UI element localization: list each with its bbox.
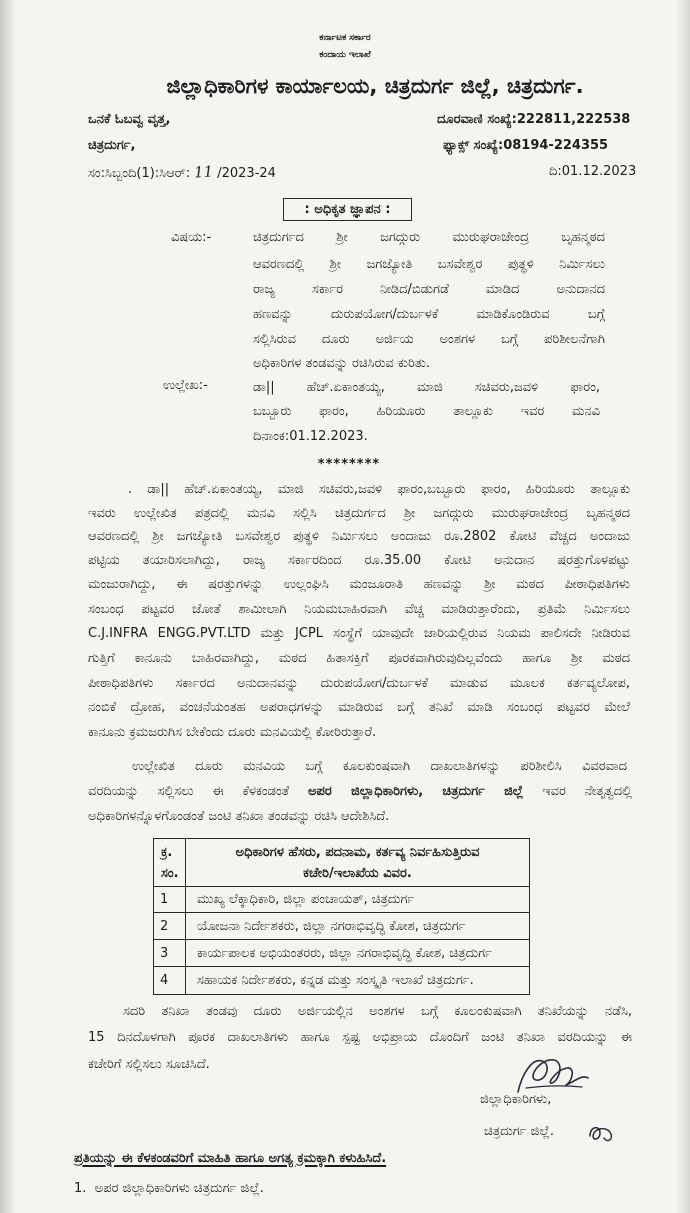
table-row xyxy=(154,967,530,995)
header-text: ಅಧಿಕಾರಿಗಳ ಹೆಸರು, ಪದನಾಮ, ಕರ್ತವ್ಯ ನಿರ್ವಹಿಸುತ್ತಿರುವ xyxy=(235,844,480,860)
scan-edge-right xyxy=(676,0,690,1213)
body-line: . ಡಾ|| ಹೆಚ್.ಏಕಾಂತಯ್ಯ, ಮಾಜಿ ಸಚಿವರು,ಜವಳಿ ಫಾರಂ,ಬಬ್ಬೂರು ಫಾರಂ, ಹಿರಿಯೂರು ತಾಲ್ಲೂಕು xyxy=(128,482,630,497)
body-line: ಇವರು ಉಲ್ಲೇಖಿತ ಪತ್ರದಲ್ಲಿ ಮನವಿ ಸಲ್ಲಿಸಿ ಚಿತ್ರದುರ್ಗದ ಶ್ರೀ ಜಗದ್ಗುರು ಮುರುಘರಾಜೇಂದ್ರ ಬೃಹನ್ಮಠದ xyxy=(88,506,630,521)
copy-to-recipient: ಅಪರ ಜಿಲ್ಲಾಧಿಕಾರಿಗಳು ಚಿತ್ರದುರ್ಗ ಜಿಲ್ಲೆ. xyxy=(94,1181,264,1196)
citation-label: ಉಲ್ಲೇಖ:- xyxy=(163,378,208,393)
body-line: ಸಂಬಂಧ ಪಟ್ಟವರ ಜೋತೆ ಶಾಮೀಲಾಗಿ ನಿಯಮಬಾಹಿರವಾಗಿ ವೆಚ್ಚ ಮಾಡಿರುತ್ತಾರೆಂದು, ಪ್ರತಿಮೆ ನಿರ್ಮಿಸಲು xyxy=(88,602,630,617)
handwritten-number: 11 xyxy=(193,162,214,182)
header-text: ಕ್ರ. xyxy=(161,844,173,860)
serial-number: 3 xyxy=(154,940,186,967)
subject-line: ಸಲ್ಲಿಸಿರುವ ದೂರು ಅರ್ಜಿಯ ಅಂಶಗಳ ಬಗ್ಗೆ ಪರಿಶೀಲನೆಗಾಗಿ xyxy=(253,332,605,347)
reference-suffix: /2023-24 xyxy=(217,166,276,181)
officer-details: ಯೋಜನಾ ನಿರ್ದೇಶಕರು, ಜಿಲ್ಲಾ ನಗರಾಭಿವೃದ್ಧಿ ಕೋಶ, ಚಿತ್ರದುರ್ಗ xyxy=(186,913,530,940)
address-line-1: ಒನಕೆ ಓಬವ್ವ ವೃತ್ತ, xyxy=(88,112,171,127)
copy-to-number: 1. xyxy=(74,1181,87,1196)
body-line: ಪೀಠಾಧಿಪತಿಗಳು ಸರ್ಕಾರದ ಅನುದಾನವನ್ನು ದುರುಪಯೋಗ/ದುರ್ಬಳಕೆ ಮಾಡುವ ಮೂಲಕ ಕರ್ತವ್ಯಲೋಪ, xyxy=(88,676,630,691)
body-line: ಮಂಜುರಾಗಿದ್ದು, ಈ ಷರತ್ತುಗಳನ್ನು ಉಲ್ಲಂಘಿಸಿ ಮಂಜೂರಾತಿ ಹಣವನ್ನು ಶ್ರೀ ಮಠದ ಪೀಠಾಧಿಪತಿಗಳು xyxy=(88,577,630,592)
body-line: C.J.INFRA ENGG.PVT.LTD ಮತ್ತು JCPL ಸಂಸ್ಥೆಗೆ ಯಾವುದೇ ಜಾರಿಯಲ್ಲಿರುವ ನಿಯಮ ಪಾಲಿಸದೇ ನೀಡಿರುವ xyxy=(88,626,630,641)
officer-details: ಸಹಾಯಕ ನಿರ್ದೇಶಕರು, ಕನ್ನಡ ಮತ್ತು ಸಂಸ್ಕೃತಿ ಇಲಾಖೆ ಚಿತ್ರದುರ್ಗ. xyxy=(186,967,530,995)
table-row xyxy=(154,940,530,967)
government-name: ಕರ್ನಾಟಕ ಸರ್ಕಾರ xyxy=(319,33,371,43)
memo-date: ದಿ:01.12.2023 xyxy=(549,164,637,179)
subject-line: ಆವರಣದಲ್ಲಿ ಶ್ರೀ ಜಗಜ್ಯೋತಿ ಬಸವೇಶ್ವರ ಪುತ್ಥಳಿ ನಿರ್ಮಿಸಲು xyxy=(253,257,605,272)
citation-line: ಬಬ್ಬೂರು ಫಾರಂ, ಹಿರಿಯೂರು ತಾಲ್ಲೂಕು ಇವರ ಮನವಿ xyxy=(253,404,600,419)
department-name: ಕಂದಾಯ ಇಲಾಖೆ xyxy=(319,50,371,60)
body-line: ಉಲ್ಲೇಖಿತ ದೂರು ಮನವಿಯ ಬಗ್ಗೆ ಕೂಲಕುಂಷವಾಗಿ ದಾಖಲಾತಿಗಳನ್ನು ಪರಿಶೀಲಿಸಿ ವಿವರವಾದ xyxy=(132,759,627,774)
body-line xyxy=(88,782,632,802)
subject-line: ರಾಜ್ಯ ಸರ್ಕಾರ ನೀಡಿದ/ಬಿಡುಗಡೆ ಮಾಡಿದ ಅನುದಾನದ xyxy=(253,282,605,297)
body-line: 15 ದಿನದೊಳಗಾಗಿ ಪೂರಕ ದಾಖಲಾತಿಗಳು ಹಾಗೂ ಸ್ಪಷ್ಟ ಅಭಿಪ್ರಾಯ ದೊಂದಿಗೆ ಜಂಟಿ ತನಿಖಾ ವರದಿಯನ್ನು ಈ xyxy=(88,1030,632,1045)
subject-line: ಹಣವನ್ನು ದುರುಪಯೋಗ/ದುರ್ಬಳಕೆ ಮಾಡಿಕೊಂಡಿರುವ ಬಗ್ಗೆ xyxy=(253,307,605,322)
officer-details: ಮುಖ್ಯ ಲೆಕ್ಕಾಧಿಕಾರಿ, ಜಿಲ್ಲಾ ಪಂಚಾಯತ್, ಚಿತ್ರದುರ್ಗ xyxy=(186,887,530,913)
office-title: ಜಿಲ್ಲಾಧಿಕಾರಿಗಳ ಕಾರ್ಯಾಲಯ, ಚಿತ್ರದುರ್ಗ ಜಿಲ್ಲೆ, ಚಿತ್ರದುರ್ಗ. xyxy=(166,74,584,98)
body-line: ಸದರಿ ತನಿಖಾ ತಂಡವು ದೂರು ಅರ್ಜಿಯಲ್ಲಿನ ಅಂಶಗಳ ಬಗ್ಗೆ ಕೂಲಂಕುಷವಾಗಿ ತನಿಖೆಯನ್ನು ನಡೆಸಿ, xyxy=(123,1004,632,1019)
body-line: ಆವರಣದಲ್ಲಿ ಶ್ರೀ ಜಗಜ್ಯೋತಿ ಬಸವೇಶ್ವರ ಪುತ್ಥಳಿ ನಿರ್ಮಿಸಲು ಅಂದಾಜು ರೂ.2802 ಕೋಟಿ ವೆಚ್ಚದ ಅಂದಾಜು xyxy=(88,529,630,544)
subject-line: ಅಧಿಕಾರಿಗಳ ತಂಡವನ್ನು ರಚಿಸಿರುವ ಕುರಿತು. xyxy=(253,356,431,371)
body-line: ನಂಬಿಕೆ ದ್ರೋಹ, ವಂಚನೆಯಂತಹ ಅಪರಾಧಗಳನ್ನು ಮಾಡಿರುವ ಬಗ್ಗೆ ತನಿಖೆ ಮಾಡಿ ಸಂಬಂಧ ಪಟ್ಟವರ ಮೇಲೆ xyxy=(88,700,630,715)
subject-label: ವಿಷಯ:- xyxy=(171,230,212,245)
subject-line: ಚಿತ್ರದುರ್ಗದ ಶ್ರೀ ಜಗದ್ಗುರು ಮುರುಘರಾಜೇಂದ್ರ ಬೃಹನ್ಮಠದ xyxy=(253,230,605,245)
reference-prefix: ಸಂ:ಸಿಬ್ಬಂದಿ(1):ಸಿಆರ್: xyxy=(88,166,191,181)
serial-number: 1 xyxy=(154,887,186,913)
table-row xyxy=(154,887,530,913)
body-line: ಅಧಿಕಾರಿಗಳನ್ನೊಳಗೊಂಡಂತೆ ಜಂಟಿ ತನಿಖಾ ತಂಡವನ್ನು ರಚಿಸಿ ಆದೇಶಿಸಿದೆ. xyxy=(88,809,390,824)
copy-to-heading: ಪ್ರತಿಯನ್ನು ಈ ಕೆಳಕಂಡವರಿಗೆ ಮಾಹಿತಿ ಹಾಗೂ ಅಗತ್ಯ ಕ್ರಮಕ್ಕಾಗಿ ಕಳುಹಿಸಿದೆ. xyxy=(74,1151,387,1166)
officers-table xyxy=(153,838,530,995)
scan-edge-left xyxy=(0,0,16,1213)
copy-to-item xyxy=(74,1179,374,1199)
serial-number-header xyxy=(154,839,186,887)
officer-details: ಕಾರ್ಯಪಾಲಕ ಅಭಿಯಂತರರು, ಜಿಲ್ಲಾ ನಗರಾಭಿವೃದ್ಧಿ ಕೋಶ, ಚಿತ್ರದುರ್ಗ xyxy=(186,940,530,967)
separator: ******** xyxy=(317,457,381,472)
table-header-row xyxy=(154,839,530,887)
officer-details-header xyxy=(186,839,530,887)
fax-number: ಫ್ಯಾಕ್ಸ್ ಸಂಖ್ಯೆ:08194-224355 xyxy=(443,138,609,153)
team-leader-text: ಅಪರ ಜಿಲ್ಲಾಧಿಕಾರಿಗಳು, ಚಿತ್ರದುರ್ಗ ಜಿಲ್ಲೆ xyxy=(307,784,524,799)
signatory-place: ಚಿತ್ರದುರ್ಗ ಜಿಲ್ಲೆ. xyxy=(484,1124,554,1139)
header-text: ಕಚೇರಿ/ಇಲಾಖೆಯ ವಿವರ. xyxy=(303,865,412,881)
reference-number xyxy=(88,162,348,182)
header-text: ಸಂ. xyxy=(161,865,179,881)
phone-number: ದೂರವಾಣಿ ಸಂಖ್ಯೆ:222811,222538 xyxy=(437,112,631,127)
body-text: ವರದಿಯನ್ನು ಸಲ್ಲಿಸಲು ಈ ಕೆಳಕಂಡಂತೆ xyxy=(88,784,290,799)
table-row xyxy=(154,913,530,940)
body-line: ಪಟ್ಟಿಯ ತಯಾರಿಸಲಾಗಿದ್ದು, ರಾಜ್ಯ ಸರ್ಕಾರದಿಂದ ರೂ.35.00 ಕೋಟಿ ಅನುದಾನ ಷರತ್ತುಗೊಳಪಟ್ಟು xyxy=(88,553,630,568)
body-line: ಗುತ್ತಿಗೆ ಕಾನೂನು ಬಾಹಿರವಾಗಿದ್ದು, ಮಠದ ಹಿತಾಸಕ್ತಿಗೆ ಪೂರಕವಾಗಿರುವುದಿಲ್ಲವೆಂದು ಹಾಗೂ ಶ್ರೀ ಮಠದ xyxy=(88,651,630,666)
address-line-2: ಚಿತ್ರದುರ್ಗ, xyxy=(88,138,136,153)
body-text: ಇವರ ನೇತೃತ್ವದಲ್ಲಿ xyxy=(542,784,632,799)
citation-line: ದಿನಾಂಕ:01.12.2023. xyxy=(253,429,368,444)
citation-line: ಡಾ|| ಹೆಚ್.ಏಕಾಂತಯ್ಯ, ಮಾಜಿ ಸಚಿವರು,ಜವಳಿ ಫಾರಂ, xyxy=(253,380,600,395)
initial-scribble xyxy=(586,1120,616,1146)
body-line: ಕಾನೂನು ಕ್ರಮಜರುಗಿಸ ಬೇಕೆಂದು ದೂರು ಮನವಿಯಲ್ಲಿ ಕೋರಿರುತ್ತಾರೆ. xyxy=(88,725,377,740)
serial-number: 2 xyxy=(154,913,186,940)
memo-title: : ಅಧಿಕೃತ ಜ್ಞಾಪನ : xyxy=(283,198,412,221)
signatory-designation: ಜಿಲ್ಲಾಧಿಕಾರಿಗಳು, xyxy=(480,1092,552,1107)
serial-number: 4 xyxy=(154,967,186,995)
body-line: ಕಚೇರಿಗೆ ಸಲ್ಲಿಸಲು ಸೂಚಿಸಿದೆ. xyxy=(88,1057,210,1072)
